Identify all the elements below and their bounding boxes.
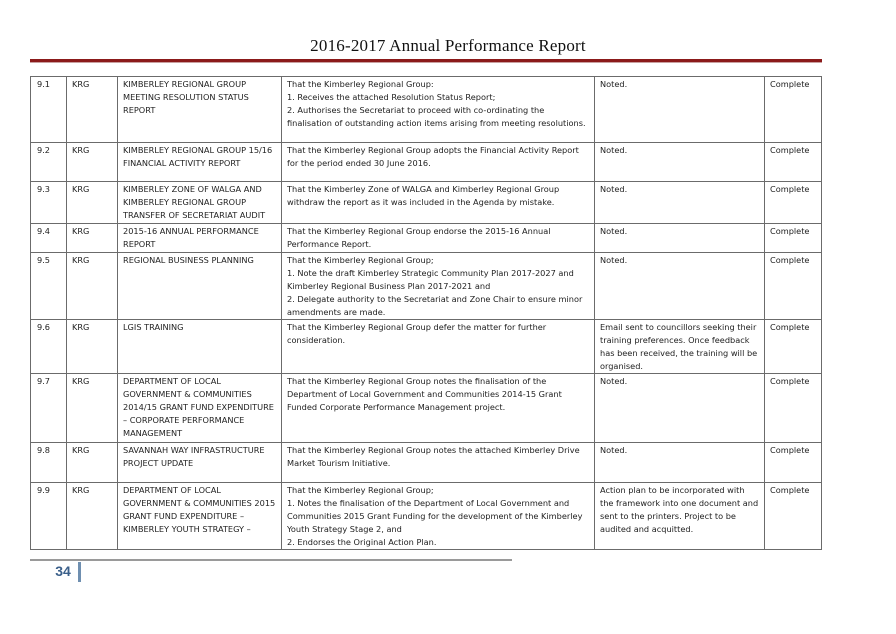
organisation-cell: KRG	[67, 374, 118, 443]
table-row	[31, 224, 822, 253]
table-row	[31, 443, 822, 483]
action-cell: Email sent to councillors seeking their training preferences. Once feedback has been received, the training will be organised.	[595, 320, 765, 374]
action-cell: Noted.	[595, 374, 765, 443]
title-divider	[30, 59, 822, 63]
item-number-cell: 9.1	[31, 77, 67, 143]
item-number-cell: 9.2	[31, 143, 67, 182]
status-cell: Complete	[765, 143, 822, 182]
organisation-cell: KRG	[67, 77, 118, 143]
action-cell: Noted.	[595, 443, 765, 483]
status-cell: Complete	[765, 224, 822, 253]
table-row	[31, 483, 822, 550]
organisation-cell: KRG	[67, 182, 118, 224]
resolution-cell: That the Kimberley Regional Group adopts the Financial Activity Report for the period ended 30 June 2016.	[282, 143, 595, 182]
page-number-marker	[78, 562, 81, 582]
organisation-cell: KRG	[67, 443, 118, 483]
table-row	[31, 320, 822, 374]
organisation-cell: KRG	[67, 143, 118, 182]
item-number-cell: 9.3	[31, 182, 67, 224]
status-cell: Complete	[765, 182, 822, 224]
subject-cell: LGIS TRAINING	[118, 320, 282, 374]
item-number-cell: 9.9	[31, 483, 67, 550]
organisation-cell: KRG	[67, 253, 118, 320]
resolution-cell: That the Kimberley Regional Group notes the attached Kimberley Drive Market Tourism Initiative.	[282, 443, 595, 483]
resolution-cell: That the Kimberley Regional Group; 1. Note the draft Kimberley Strategic Community Plan 2017-2027 and Kimberley Regional Business Plan 2017-2021 and 2. Delegate authority to the Secretariat and Zone Chair to ensure minor amendments are made.	[282, 253, 595, 320]
subject-cell: 2015-16 ANNUAL PERFORMANCE REPORT	[118, 224, 282, 253]
subject-cell: DEPARTMENT OF LOCAL GOVERNMENT & COMMUNITIES 2014/15 GRANT FUND EXPENDITURE – CORPORATE PERFORMANCE MANAGEMENT	[118, 374, 282, 443]
status-cell: Complete	[765, 443, 822, 483]
subject-cell: REGIONAL BUSINESS PLANNING	[118, 253, 282, 320]
table-row	[31, 143, 822, 182]
page-number: 34	[55, 563, 71, 579]
resolution-cell: That the Kimberley Regional Group; 1. Notes the finalisation of the Department of Local Government and Communities 2015 Grant Funding for the development of the Kimberley Youth Strategy Stage 2, and 2. Endorses the Original Action Plan.	[282, 483, 595, 550]
item-number-cell: 9.7	[31, 374, 67, 443]
status-cell: Complete	[765, 320, 822, 374]
item-number-cell: 9.4	[31, 224, 67, 253]
subject-cell: KIMBERLEY REGIONAL GROUP 15/16 FINANCIAL ACTIVITY REPORT	[118, 143, 282, 182]
table-row	[31, 182, 822, 224]
status-cell: Complete	[765, 77, 822, 143]
subject-cell: SAVANNAH WAY INFRASTRUCTURE PROJECT UPDATE	[118, 443, 282, 483]
table-row	[31, 253, 822, 320]
item-number-cell: 9.8	[31, 443, 67, 483]
page-title: 2016-2017 Annual Performance Report	[310, 36, 586, 55]
organisation-cell: KRG	[67, 483, 118, 550]
item-number-cell: 9.6	[31, 320, 67, 374]
footer-divider	[30, 559, 512, 561]
table-row	[31, 77, 822, 143]
item-number-cell: 9.5	[31, 253, 67, 320]
action-cell: Noted.	[595, 182, 765, 224]
action-cell: Noted.	[595, 253, 765, 320]
resolution-cell: That the Kimberley Regional Group endorse the 2015-16 Annual Performance Report.	[282, 224, 595, 253]
action-cell: Noted.	[595, 77, 765, 143]
action-cell: Action plan to be incorporated with the framework into one document and sent to the printers. Project to be audited and acquitted.	[595, 483, 765, 550]
action-cell: Noted.	[595, 143, 765, 182]
resolution-cell: That the Kimberley Regional Group notes the finalisation of the Department of Local Government and Communities 2014-15 Grant Funded Corporate Performance Management project.	[282, 374, 595, 443]
organisation-cell: KRG	[67, 224, 118, 253]
organisation-cell: KRG	[67, 320, 118, 374]
resolution-table	[30, 76, 822, 550]
table-row	[31, 374, 822, 443]
subject-cell: KIMBERLEY ZONE OF WALGA AND KIMBERLEY REGIONAL GROUP TRANSFER OF SECRETARIAT AUDIT	[118, 182, 282, 224]
action-cell: Noted.	[595, 224, 765, 253]
subject-cell: DEPARTMENT OF LOCAL GOVERNMENT & COMMUNITIES 2015 GRANT FUND EXPENDITURE – KIMBERLEY YOUTH STRATEGY –	[118, 483, 282, 550]
status-cell: Complete	[765, 253, 822, 320]
resolution-cell: That the Kimberley Regional Group defer the matter for further consideration.	[282, 320, 595, 374]
subject-cell: KIMBERLEY REGIONAL GROUP MEETING RESOLUTION STATUS REPORT	[118, 77, 282, 143]
status-cell: Complete	[765, 374, 822, 443]
resolution-cell: That the Kimberley Zone of WALGA and Kimberley Regional Group withdraw the report as it was included in the Agenda by mistake.	[282, 182, 595, 224]
status-cell: Complete	[765, 483, 822, 550]
resolution-cell: That the Kimberley Regional Group: 1. Receives the attached Resolution Status Report; 2. Authorises the Secretariat to proceed with co-ordinating the finalisation of outstanding action items arising from meeting resolutions.	[282, 77, 595, 143]
